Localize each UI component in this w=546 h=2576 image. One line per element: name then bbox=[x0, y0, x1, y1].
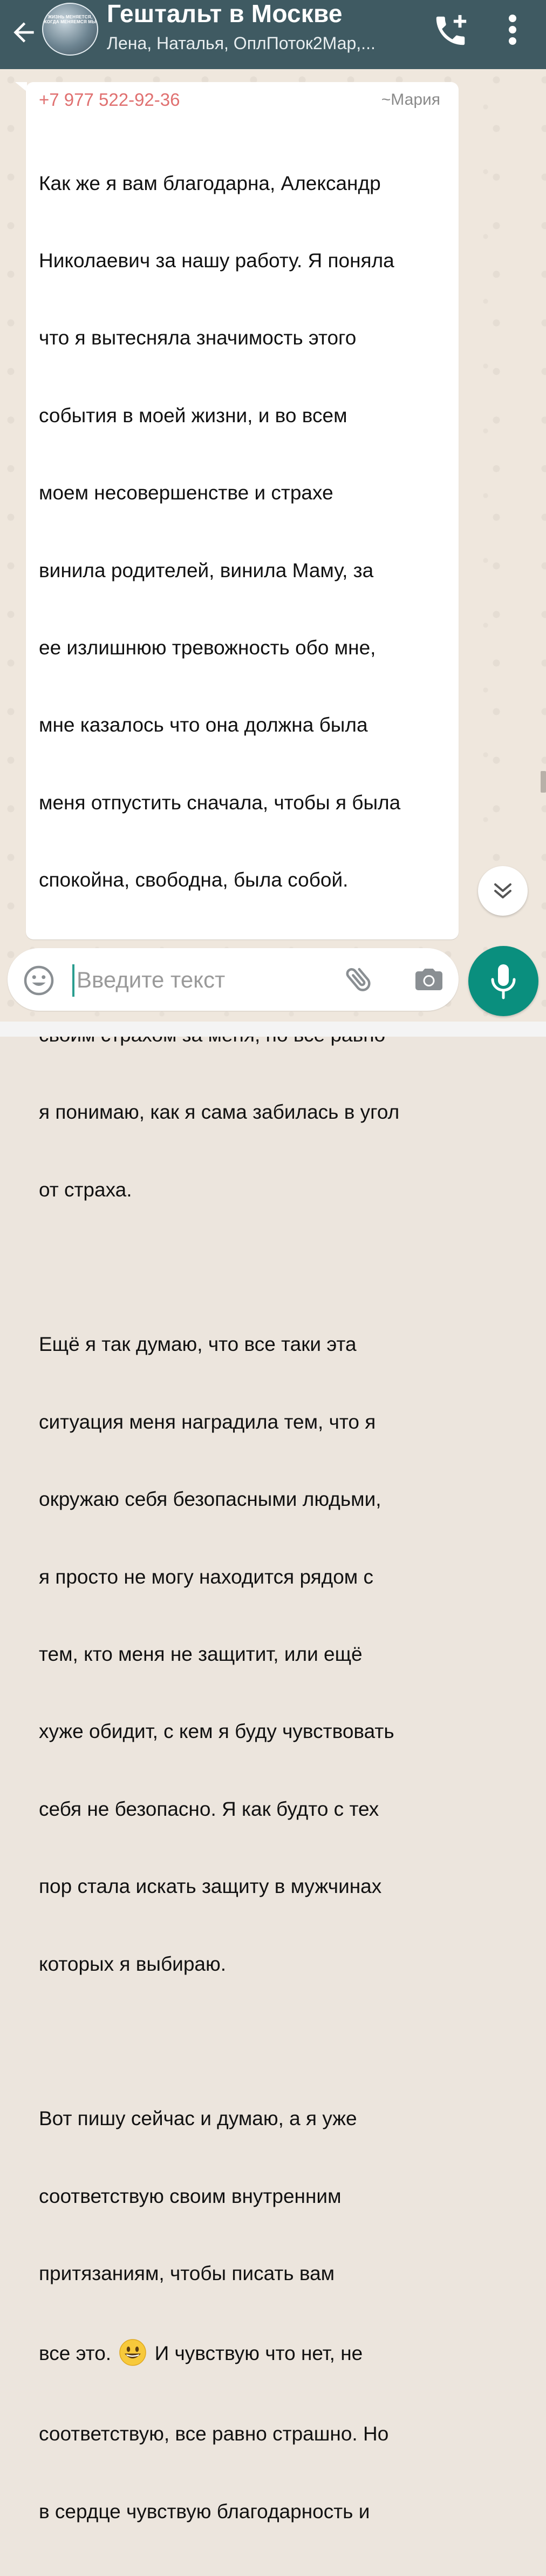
chat-title[interactable]: Гештальт в Москве bbox=[107, 0, 343, 28]
avatar-text: ЖИЗНЬ МЕНЯЕТСЯ, КОГДА МЕНЯЕМСЯ МЫ bbox=[44, 15, 97, 24]
message-input[interactable] bbox=[76, 962, 337, 998]
mic-icon bbox=[468, 946, 538, 1016]
camera-icon[interactable] bbox=[412, 963, 446, 996]
message-bubble[interactable] bbox=[26, 82, 459, 2523]
message-line: притязаниям, чтобы писать вам bbox=[39, 2262, 335, 2285]
chat-header bbox=[0, 0, 546, 69]
bubble-tail bbox=[15, 82, 27, 92]
message-line: Вот пишу сейчас и думаю, а я уже bbox=[39, 2107, 357, 2130]
double-chevron-down-icon bbox=[478, 866, 528, 916]
message-line: тем, кто меня не защитит, или ещё bbox=[39, 1643, 363, 1666]
message-line: моем несовершенстве и страхе bbox=[39, 482, 333, 504]
message-line: хуже обидит, с кем я буду чувствовать bbox=[39, 1720, 394, 1743]
message-text bbox=[39, 119, 454, 2576]
more-vert-icon[interactable] bbox=[502, 11, 523, 49]
text-cursor bbox=[72, 964, 74, 997]
emoji-line-after: И чувствую что нет, не bbox=[154, 2342, 363, 2364]
group-avatar[interactable] bbox=[42, 3, 98, 56]
message-line: мне казалось что она должна была bbox=[39, 714, 368, 736]
message-line: Николаевич за нашу работу. Я поняла bbox=[39, 249, 394, 272]
back-arrow-icon[interactable] bbox=[9, 17, 39, 48]
message-line: спокойна, свободна, была собой. bbox=[39, 869, 349, 891]
message-line: события в моей жизни, и во всем bbox=[39, 404, 347, 427]
message-line bbox=[39, 1254, 454, 1280]
message-line: соответствую, все равно страшно. Но bbox=[39, 2423, 389, 2445]
message-line bbox=[39, 2029, 454, 2054]
message-line: Ещё я так думаю, что все таки эта bbox=[39, 1333, 357, 1356]
emoji-icon[interactable] bbox=[23, 964, 55, 997]
message-line: пор стала искать защиту в мужчинах bbox=[39, 1875, 382, 1898]
add-call-icon[interactable] bbox=[432, 12, 469, 50]
attach-icon[interactable] bbox=[342, 962, 377, 997]
message-line: от страха. bbox=[39, 1178, 132, 1201]
message-line: меня отпустить сначала, чтобы я была bbox=[39, 791, 401, 814]
sender-name: ~Мария bbox=[381, 91, 440, 109]
emoji-line-before: все это. bbox=[39, 2342, 112, 2364]
chat-participants[interactable]: Лена, Наталья, ОплПоток2Мар,... bbox=[107, 33, 376, 53]
message-line: себя не безопасно. Я как будто с тех bbox=[39, 1797, 379, 1820]
message-line: я просто не могу находится рядом с bbox=[39, 1565, 374, 1588]
message-line: ее излишнюю тревожность обо мне, bbox=[39, 636, 376, 659]
scroll-to-bottom-button[interactable] bbox=[478, 866, 528, 916]
message-line: ситуация меня наградила тем, что я bbox=[39, 1410, 376, 1433]
message-line: Как же я вам благодарна, Александр bbox=[39, 172, 381, 194]
message-composer bbox=[8, 948, 459, 1011]
system-nav-bar bbox=[0, 1022, 546, 1037]
message-line: окружаю себя безопасными людьми, bbox=[39, 1488, 381, 1511]
message-line: соответствую своим внутренним bbox=[39, 2185, 342, 2207]
message-line-with-emoji bbox=[39, 2338, 454, 2370]
scrollbar-thumb[interactable] bbox=[541, 771, 546, 793]
message-line: в сердце чувствую благодарность и bbox=[39, 2500, 370, 2523]
grinning-face-emoji-icon bbox=[119, 2338, 147, 2367]
voice-record-button[interactable] bbox=[468, 946, 538, 1016]
message-line: которых я выбираю. bbox=[39, 1952, 227, 1975]
message-line: что я вытесняла значимость этого bbox=[39, 327, 357, 349]
sender-phone[interactable]: +7 977 522-92-36 bbox=[39, 90, 180, 110]
message-line: я понимаю, как я сама забилась в угол bbox=[39, 1101, 400, 1124]
message-line: винила родителей, винила Маму, за bbox=[39, 559, 374, 582]
